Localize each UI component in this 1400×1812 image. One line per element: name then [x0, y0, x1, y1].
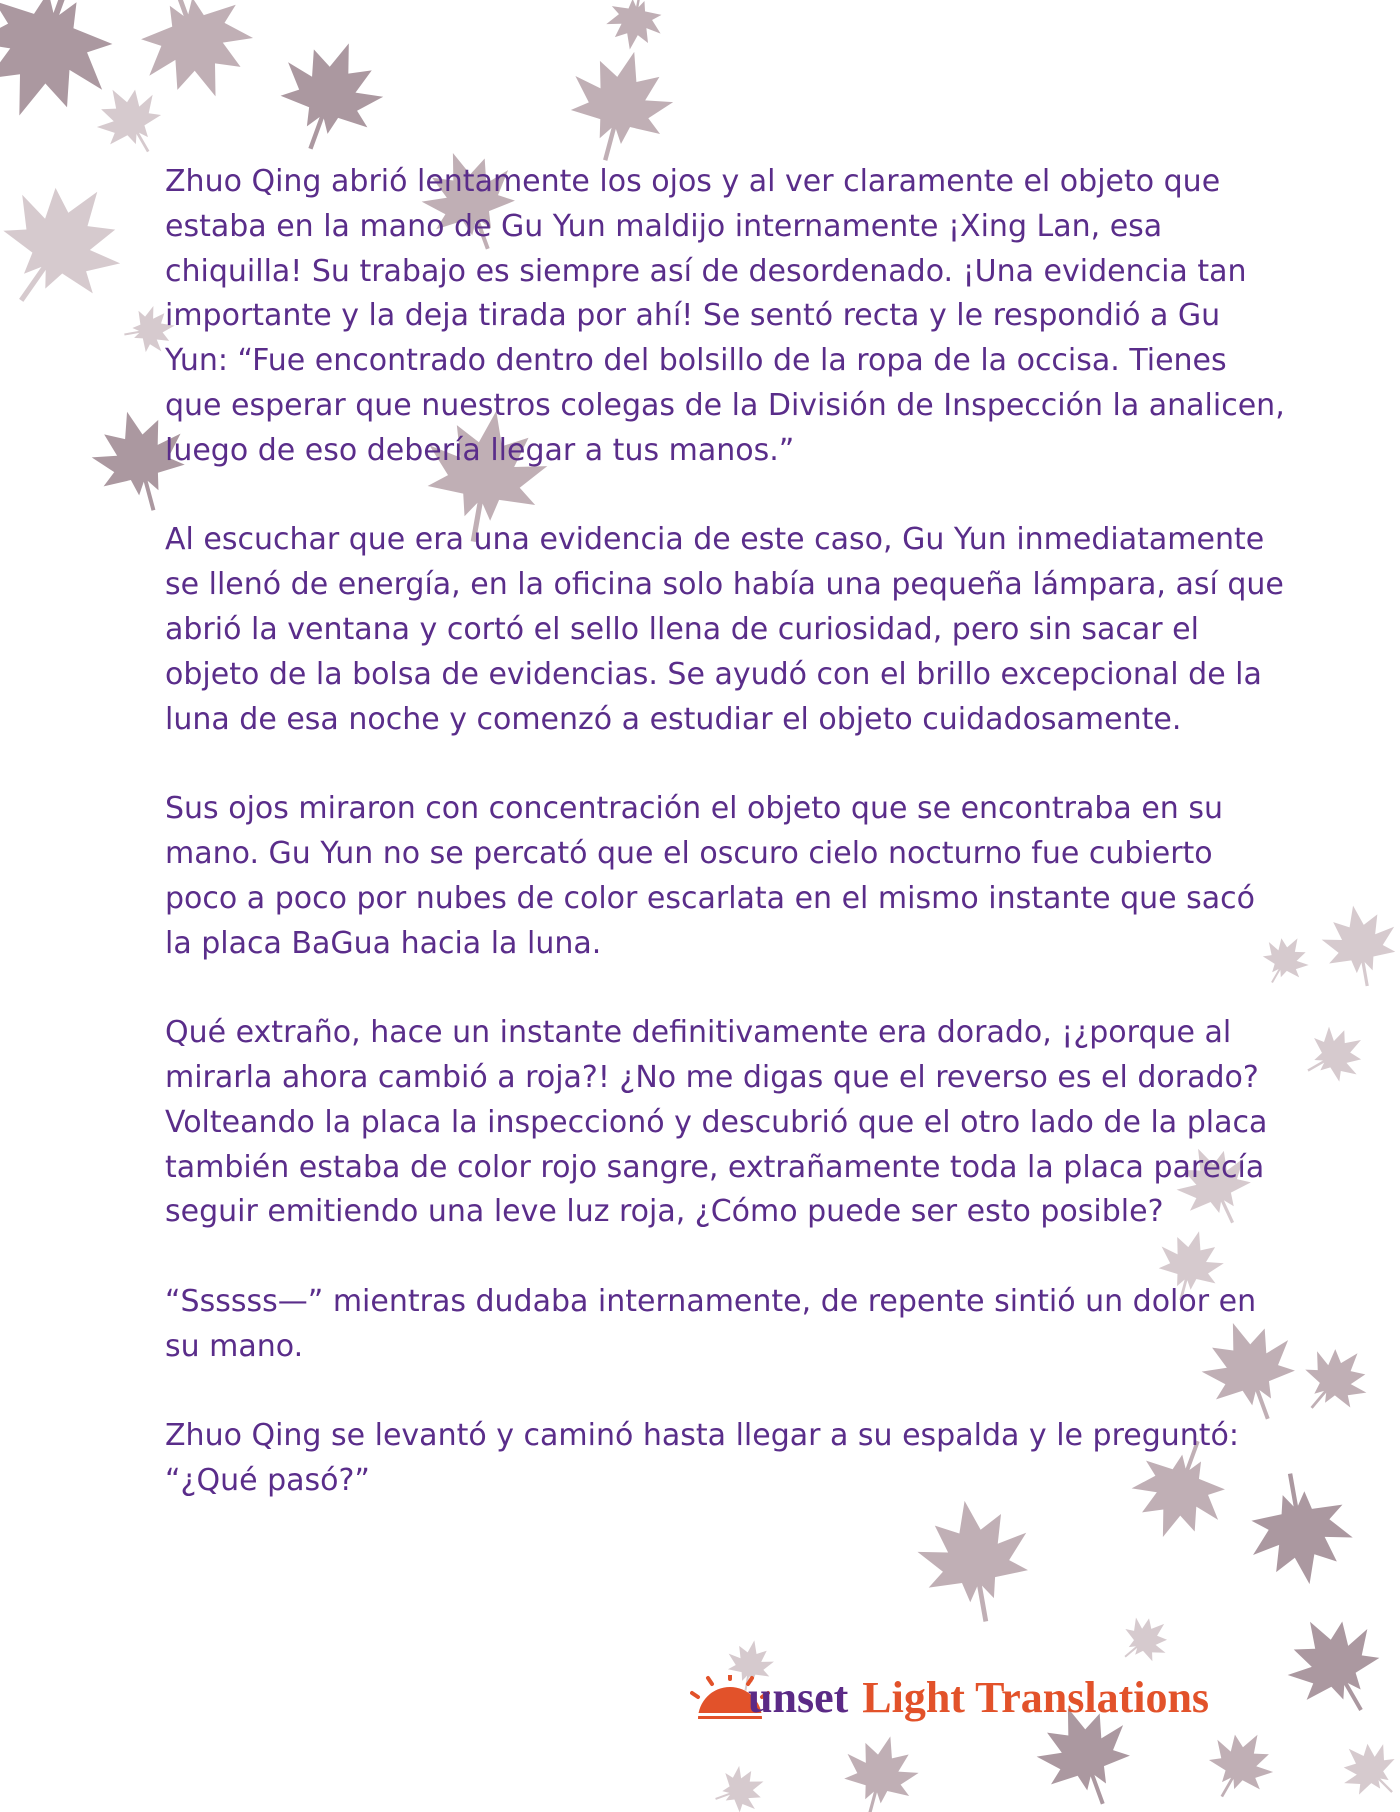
logo-word-light-translations: Light Translations [862, 1673, 1210, 1722]
maple-leaf-icon [1110, 1606, 1179, 1674]
maple-leaf-icon [1287, 1332, 1382, 1428]
maple-leaf-icon [263, 26, 396, 166]
publisher-logo [690, 1672, 1209, 1723]
paragraph: Al escuchar que era una evidencia de este caso, Gu Yun inmediatamente se llenó de energía, en la oficina solo había una pequeña lámpara, así que abrió la ventana y cortó el sello llena de curiosidad, pero sin sacar el objeto de la bolsa de evidencias. Se ayudó con el brillo excepcional de la luna de esa noche y comenzó a estudiar el objeto cuidadosamente. [165, 522, 1284, 737]
maple-leaf-icon [834, 1727, 926, 1812]
document-body [165, 160, 1285, 1549]
paragraph: “Ssssss—” mientras dudaba internamente, de repente sintió un dolor en su mano. [165, 1283, 1257, 1364]
maple-leaf-icon [556, 39, 683, 174]
maple-leaf-icon [1294, 1016, 1375, 1094]
paragraph: Zhuo Qing abrió lentamente los ojos y al ver claramente el objeto que estaba en la mano de Gu Yun maldijo internamente ¡Xing Lan, esa chiquilla! Su trabajo es siempre así de desordenado. ¡Una evidencia tan importante y la deja tirada por ahí! Se sentó recta y le respondió a Gu Yun: “Fue encontrado dentro del bolsillo de la ropa de la occisa. Tienes que esperar que nuestros colegas de la División de Inspección la analicen, luego de eso debería llegar a tus manos.” [165, 164, 1285, 468]
maple-leaf-icon [0, 157, 146, 334]
maple-leaf-icon [1194, 1719, 1285, 1812]
maple-leaf-icon [85, 74, 176, 168]
paragraph: Sus ojos miraron con concentración el objeto que se encontraba en su mano. Gu Yun no se percató que el oscuro cielo nocturno fue cubierto poco a poco por nubes de color escarlata en el mismo instante que sacó la placa BaGua hacia la luna. [165, 791, 1256, 961]
maple-leaf-icon [122, 0, 268, 115]
logo-word-sunset: unset [748, 1673, 849, 1722]
maple-leaf-icon [708, 1760, 772, 1812]
maple-leaf-icon [1317, 899, 1400, 992]
maple-leaf-icon [603, 0, 668, 54]
maple-leaf-icon [1270, 1599, 1400, 1733]
maple-leaf-icon [1329, 1729, 1400, 1811]
paragraph: Zhuo Qing se levantó y caminó hasta llegar a su espalda y le preguntó: “¿Qué pasó?” [165, 1418, 1239, 1499]
paragraph: Qué extraño, hace un instante definitivamente era dorado, ¡¿porque al mirarla ahora cambió a roja?! ¿No me digas que el reverso es el dorado? Volteando la placa la inspeccionó y descubrió que el otro lado de la placa también estaba de color rojo sangre, extrañamente toda la placa parecía seguir emitiendo una leve luz roja, ¿Cómo puede ser esto posible? [165, 1015, 1268, 1230]
